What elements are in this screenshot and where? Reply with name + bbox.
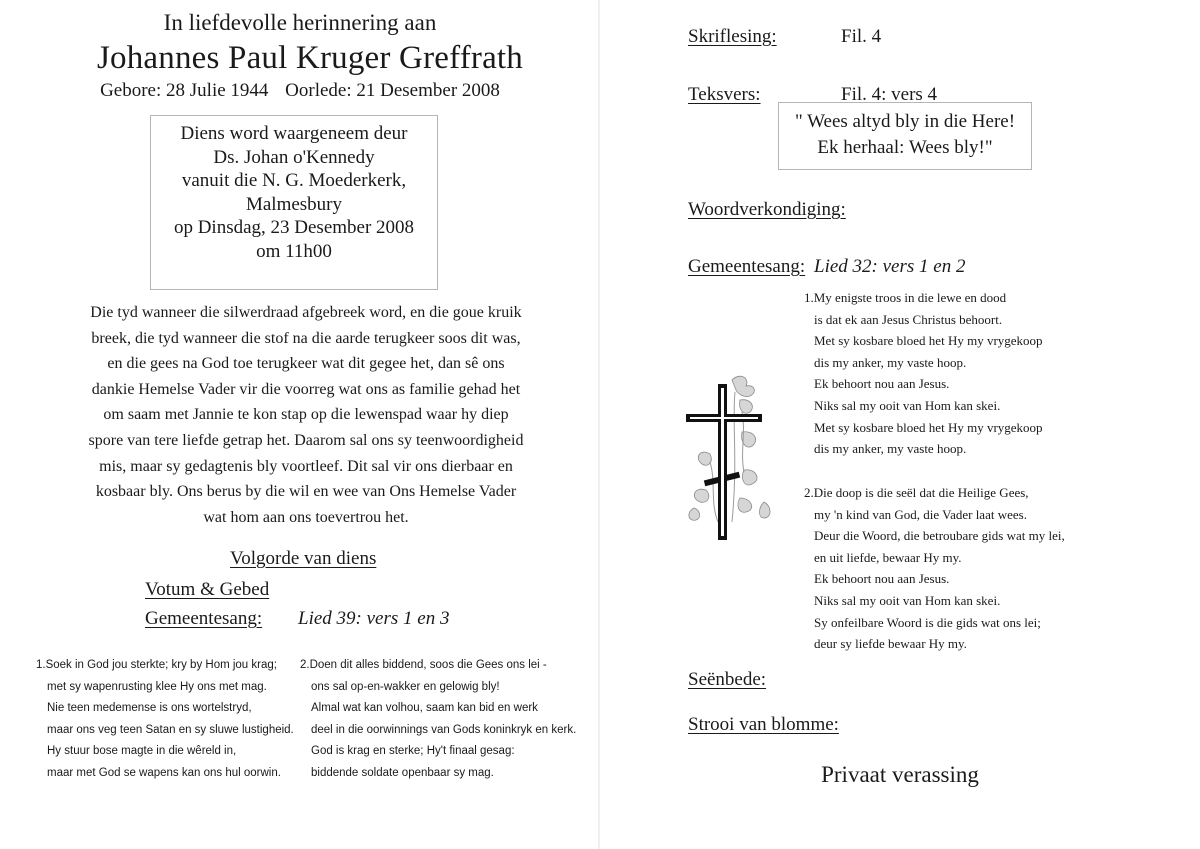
scripture-reading-label: Skriflesing: bbox=[688, 26, 777, 47]
service-info-box bbox=[150, 115, 438, 290]
hymn-reference: Lied 32: vers 1 en 2 bbox=[814, 256, 966, 277]
hymn-line: en uit liefde, bewaar Hy my. bbox=[814, 549, 962, 565]
hymn-line: God is krag en sterke; Hy't finaal gesag: bbox=[311, 745, 515, 758]
service-line: Malmesbury bbox=[245, 193, 343, 215]
hymn-line: is dat ek aan Jesus Christus behoort. bbox=[814, 311, 1003, 327]
verse-line: om saam met Jannie te kon stap op die lewenspad waar hy diep bbox=[103, 406, 509, 424]
hymn-line: maar met God se wapens kan ons hul oorwin. bbox=[47, 766, 281, 779]
life-dates bbox=[0, 80, 600, 102]
hymn-line: dis my anker, my vaste hoop. bbox=[814, 441, 967, 457]
service-line: Ds. Johan o'Kennedy bbox=[213, 146, 375, 168]
hymn-line: biddende soldate openbaar sy mag. bbox=[311, 766, 494, 779]
quote-line: " Wees altyd bly in die Here! bbox=[794, 111, 1016, 132]
hymn-line: Almal wat kan volhou, saam kan bid en werk bbox=[311, 702, 538, 715]
hymn-line: deel in die oorwinnings van Gods koninkryk en kerk. bbox=[311, 723, 577, 736]
text-verse-quote-box bbox=[778, 102, 1032, 170]
hymn-verse-1 bbox=[804, 287, 1043, 460]
hymn-line: my 'n kind van God, die Vader laat wees. bbox=[814, 506, 1027, 522]
hymn-line: Met sy kosbare bloed het Hy my vrygekoop bbox=[814, 419, 1043, 435]
memorial-intro: In liefdevolle herinnering aan bbox=[163, 10, 437, 35]
hymn-reference: Lied 39: vers 1 en 3 bbox=[298, 608, 450, 629]
verse-line: breek, die tyd wanneer die stof na die aarde terugkeer soos dit was, bbox=[91, 329, 521, 347]
quote-line: Ek herhaal: Wees bly!" bbox=[817, 137, 993, 158]
hymn-line: Hy stuur bose magte in die wêreld in, bbox=[47, 745, 237, 758]
service-line: op Dinsdag, 23 Desember 2008 bbox=[173, 217, 415, 238]
hymn-line: Met sy kosbare bloed het Hy my vrygekoop bbox=[814, 333, 1043, 349]
hymn-line: ons sal op-en-wakker en gelowig bly! bbox=[311, 680, 500, 693]
verse-line: Die tyd wanneer die silwerdraad afgebreek word, en die goue kruik bbox=[90, 304, 522, 321]
flower-strewing-label: Strooi van blomme: bbox=[688, 714, 839, 735]
hymn-verse-2 bbox=[804, 482, 1065, 655]
deceased-name: Johannes Paul Kruger Greffrath bbox=[96, 40, 523, 76]
cross-with-lilies-icon bbox=[680, 372, 775, 542]
verse-line: spore van tere liefde getrap het. Daarom sal ons sy teenwoordigheid bbox=[88, 431, 524, 449]
hymn-line: Ek behoort nou aan Jesus. bbox=[814, 571, 950, 587]
hymn-line: 2.Die doop is die seël dat die Heilige Gees, bbox=[804, 485, 1029, 500]
hymn-verse-3 bbox=[300, 655, 576, 785]
votum-heading: Votum & Gebed bbox=[145, 579, 270, 600]
scripture-reading-ref: Fil. 4 bbox=[841, 26, 882, 47]
private-cremation-note bbox=[600, 762, 1200, 788]
hymn-line: Niks sal my ooit van Hom kan skei. bbox=[814, 592, 1001, 608]
hymn-line: 2.Doen dit alles biddend, soos die Gees ons lei - bbox=[300, 659, 547, 671]
sermon-label: Woordverkondiging: bbox=[688, 199, 846, 220]
verse-line: dankie Hemelse Vader vir die voorreg wat ons as familie gehad het bbox=[91, 380, 521, 398]
service-line: Diens word waargeneem deur bbox=[180, 123, 408, 144]
hymn-line: Ek behoort nou aan Jesus. bbox=[814, 376, 950, 392]
text-verse-label: Teksvers: bbox=[688, 84, 761, 105]
congregational-singing-label: Gemeentesang: bbox=[688, 256, 806, 277]
private-cremation-text: Privaat verassing bbox=[821, 762, 979, 787]
hymn-line: met sy wapenrusting klee Hy ons met mag. bbox=[47, 680, 267, 693]
hymn-line: Niks sal my ooit van Hom kan skei. bbox=[814, 397, 1001, 413]
text-verse-ref: Fil. 4: vers 4 bbox=[841, 84, 938, 105]
hymn-line: deur sy liefde bewaar Hy my. bbox=[814, 636, 967, 652]
verse-line: wat hom aan ons toevertrou het. bbox=[203, 508, 409, 526]
hymn-line: 1.My enigste troos in die lewe en dood bbox=[804, 290, 1007, 305]
death-date: Oorlede: 21 Desember 2008 bbox=[285, 80, 500, 101]
order-of-service-title: Volgorde van diens bbox=[230, 548, 377, 569]
birth-date: Gebore: 28 Julie 1944 bbox=[100, 80, 269, 101]
verse-line: kosbaar bly. Ons berus by die wil en wee van Ons Hemelse Vader bbox=[95, 483, 517, 501]
verse-line: mis, maar sy gedagtenis bly voortleef. Dit sal vir ons dierbaar en bbox=[99, 457, 513, 475]
hymn-line: 1.Soek in God jou sterkte; kry by Hom jou krag; bbox=[36, 659, 277, 671]
congregational-singing-label: Gemeentesang: bbox=[145, 608, 263, 629]
hymn-verse-1 bbox=[36, 655, 294, 785]
hymn-line: Nie teen medemense is ons wortelstryd, bbox=[47, 702, 252, 715]
right-page bbox=[600, 0, 1200, 849]
hymn-line: maar ons veg teen Satan en sy sluwe lustigheid. bbox=[47, 723, 294, 736]
hymn-line: Deur die Woord, die betroubare gids wat my lei, bbox=[814, 528, 1065, 544]
hymn-line: dis my anker, my vaste hoop. bbox=[814, 354, 967, 370]
memorial-verse bbox=[62, 300, 550, 530]
benediction-label: Seënbede: bbox=[688, 669, 767, 690]
service-line: om 11h00 bbox=[256, 240, 332, 262]
verse-line: en die gees na God toe terugkeer wat dit gegee het, dan sê ons bbox=[107, 355, 505, 373]
hymn-line: Sy onfeilbare Woord is die gids wat ons lei; bbox=[814, 614, 1041, 630]
service-line: vanuit die N. G. Moederkerk, bbox=[181, 170, 407, 191]
